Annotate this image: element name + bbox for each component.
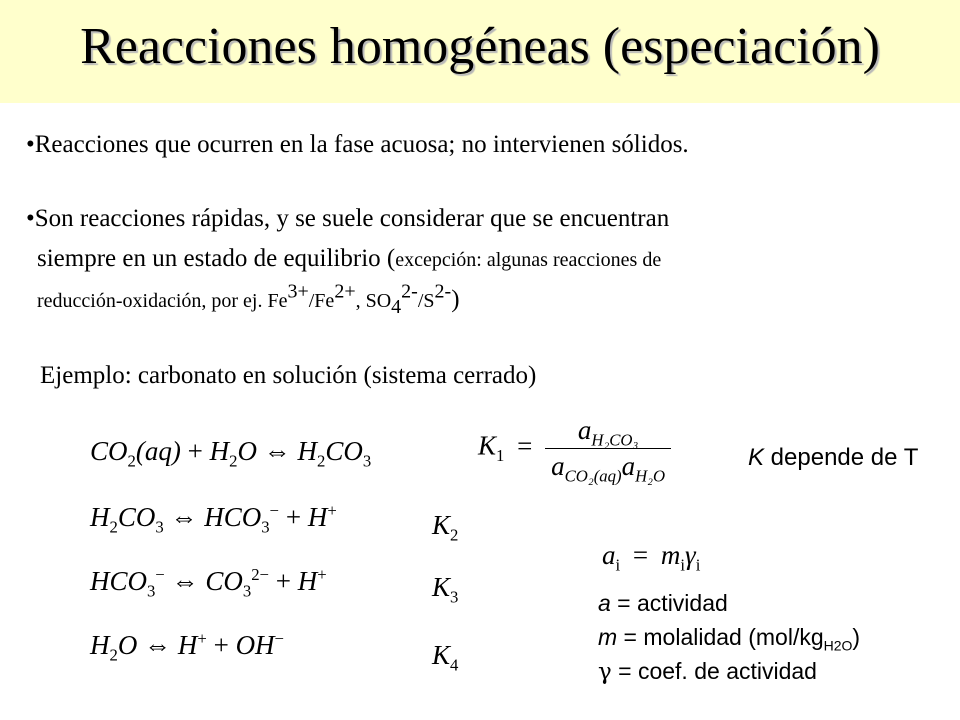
equilibrium-arrow-icon: ⇔ [171,566,199,596]
k-depends-on-t: K depende de T [748,444,919,471]
legend-molality: m = molalidad $(mol/kg_{H2O})$ [598,624,861,654]
fe2-text: /Fe [308,290,335,312]
k1-expression: $K_1$ = $\frac{a_{H_2CO_3}}{a_{CO_2(aq)}a_{H_2O}}$ [478,415,671,482]
redox-text: reducción-oxidación, por ej. Fe [37,290,288,312]
activity-formula: $a_i = m_i\gamma_i$ [602,540,701,575]
s-charge: 2- [434,280,452,303]
fe3-charge: 3+ [287,280,309,303]
legend-activity-coefficient: γ = coef. de actividad [598,658,817,685]
fe2-charge: 2+ [334,280,356,303]
bullet-redox-line [37,280,460,318]
close-paren: ) [451,286,460,313]
bullet-equilibrium-line [37,243,661,276]
s-text: /S [417,290,435,312]
reaction-co2-hydration: $CO_2(aq) + H_2O$ ⇔ $H_2CO_3$ [90,436,372,471]
example-heading: Ejemplo: carbonato en solución (sistema cerrado) [40,362,537,389]
equilibrium-arrow-icon: ⇔ [263,436,291,466]
reaction-h2co3-dissociation: $H_2CO_3$ ⇔ $HCO_3^- + H^+$ [90,501,337,537]
k4-label: $K_4$ [432,640,459,675]
k2-label: $K_2$ [432,510,459,545]
so4-charge: 2- [401,280,418,303]
equilibrium-text: siempre en un estado de equilibrio ( [37,245,396,272]
exception-text: excepción: algunas reacciones de [395,249,662,271]
equilibrium-arrow-icon: ⇔ [170,502,198,532]
equilibrium-arrow-icon: ⇔ [144,630,172,660]
k1-fraction: $\frac{a_{H_2CO_3}}{a_{CO_2(aq)}a_{H_2O}}$ [545,415,671,482]
bullet-fast-reactions: •Son reacciones rápidas, y se suele considerar que se encuentran [26,205,670,232]
so4-subscript: 4 [391,296,402,318]
legend-activity: a = actividad [598,590,728,616]
page-title: Reacciones homogéneas (especiación) [80,18,880,75]
bullet-aqueous-phase: •Reacciones que ocurren en la fase acuosa; no intervienen sólidos. [26,131,689,158]
k3-label: $K_3$ [432,572,459,607]
reaction-hco3-dissociation: $HCO_3^-$ ⇔ $CO_3^{2-} + H^+$ [90,565,327,601]
so4-text: , SO [355,290,392,312]
reaction-water-dissociation: $H_2O$ ⇔ H+ + OH− [90,629,285,665]
